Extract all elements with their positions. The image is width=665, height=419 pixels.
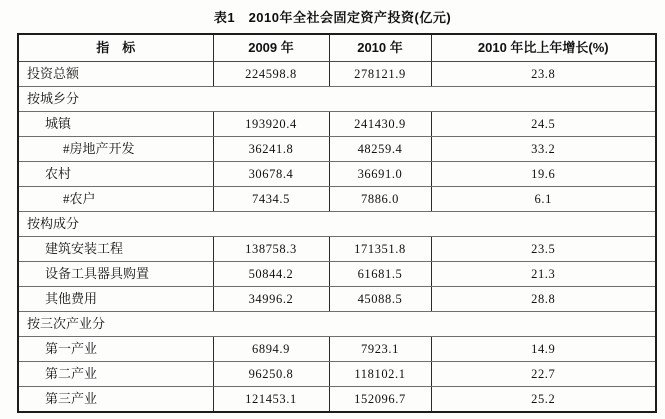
col-header-indicator: 指 标 bbox=[18, 34, 213, 62]
value-2010: 118102.1 bbox=[329, 362, 431, 387]
value-2009: 96250.8 bbox=[213, 362, 329, 387]
table-row bbox=[18, 337, 656, 362]
table-row bbox=[18, 262, 656, 287]
table-row bbox=[18, 187, 656, 212]
value-2010: 36691.0 bbox=[329, 162, 431, 187]
col-header-2009: 2009 年 bbox=[213, 34, 329, 62]
category-row bbox=[18, 212, 656, 237]
value-2009: 50844.2 bbox=[213, 262, 329, 287]
value-growth: 33.2 bbox=[431, 137, 656, 162]
value-growth: 24.5 bbox=[431, 112, 656, 137]
col-header-2010: 2010 年 bbox=[329, 34, 431, 62]
category-row bbox=[18, 87, 656, 112]
value-2010: 7886.0 bbox=[329, 187, 431, 212]
category-label: 按城乡分 bbox=[18, 87, 656, 112]
row-label: 设备工具器具购置 bbox=[18, 262, 213, 287]
row-label: 第二产业 bbox=[18, 362, 213, 387]
value-2010: 61681.5 bbox=[329, 262, 431, 287]
value-growth: 25.2 bbox=[431, 387, 656, 413]
col-header-growth: 2010 年比上年增长(%) bbox=[431, 34, 656, 62]
table-row bbox=[18, 162, 656, 187]
value-growth: 23.5 bbox=[431, 237, 656, 262]
row-label: #房地产开发 bbox=[18, 137, 213, 162]
header-row bbox=[18, 34, 656, 62]
value-2009: 36241.8 bbox=[213, 137, 329, 162]
value-2010: 241430.9 bbox=[329, 112, 431, 137]
value-2009: 121453.1 bbox=[213, 387, 329, 413]
value-2010: 48259.4 bbox=[329, 137, 431, 162]
value-growth: 14.9 bbox=[431, 337, 656, 362]
value-growth: 22.7 bbox=[431, 362, 656, 387]
value-2009: 224598.8 bbox=[213, 62, 329, 87]
value-2010: 152096.7 bbox=[329, 387, 431, 413]
row-label: 城镇 bbox=[18, 112, 213, 137]
table-row bbox=[18, 62, 656, 87]
row-label: 建筑安装工程 bbox=[18, 237, 213, 262]
category-row bbox=[18, 312, 656, 337]
value-growth: 23.8 bbox=[431, 62, 656, 87]
value-2009: 34996.2 bbox=[213, 287, 329, 312]
value-2009: 7434.5 bbox=[213, 187, 329, 212]
row-label: 第三产业 bbox=[18, 387, 213, 413]
value-growth: 28.8 bbox=[431, 287, 656, 312]
table-row bbox=[18, 362, 656, 387]
table-row bbox=[18, 137, 656, 162]
row-label: 投资总额 bbox=[18, 62, 213, 87]
category-label: 按三次产业分 bbox=[18, 312, 656, 337]
category-label: 按构成分 bbox=[18, 212, 656, 237]
value-2010: 278121.9 bbox=[329, 62, 431, 87]
table-row bbox=[18, 237, 656, 262]
table-row bbox=[18, 287, 656, 312]
value-2010: 7923.1 bbox=[329, 337, 431, 362]
value-2010: 171351.8 bbox=[329, 237, 431, 262]
table-row bbox=[18, 112, 656, 137]
row-label: #农户 bbox=[18, 187, 213, 212]
page-title: 表1 2010年全社会固定资产投资(亿元) bbox=[213, 10, 452, 25]
value-2009: 193920.4 bbox=[213, 112, 329, 137]
value-growth: 19.6 bbox=[431, 162, 656, 187]
value-2010: 45088.5 bbox=[329, 287, 431, 312]
value-growth: 6.1 bbox=[431, 187, 656, 212]
row-label: 第一产业 bbox=[18, 337, 213, 362]
table-row bbox=[18, 387, 656, 413]
value-2009: 138758.3 bbox=[213, 237, 329, 262]
row-label: 农村 bbox=[18, 162, 213, 187]
value-2009: 30678.4 bbox=[213, 162, 329, 187]
fixed-asset-investment-table bbox=[17, 33, 657, 413]
row-label: 其他费用 bbox=[18, 287, 213, 312]
value-growth: 21.3 bbox=[431, 262, 656, 287]
value-2009: 6894.9 bbox=[213, 337, 329, 362]
